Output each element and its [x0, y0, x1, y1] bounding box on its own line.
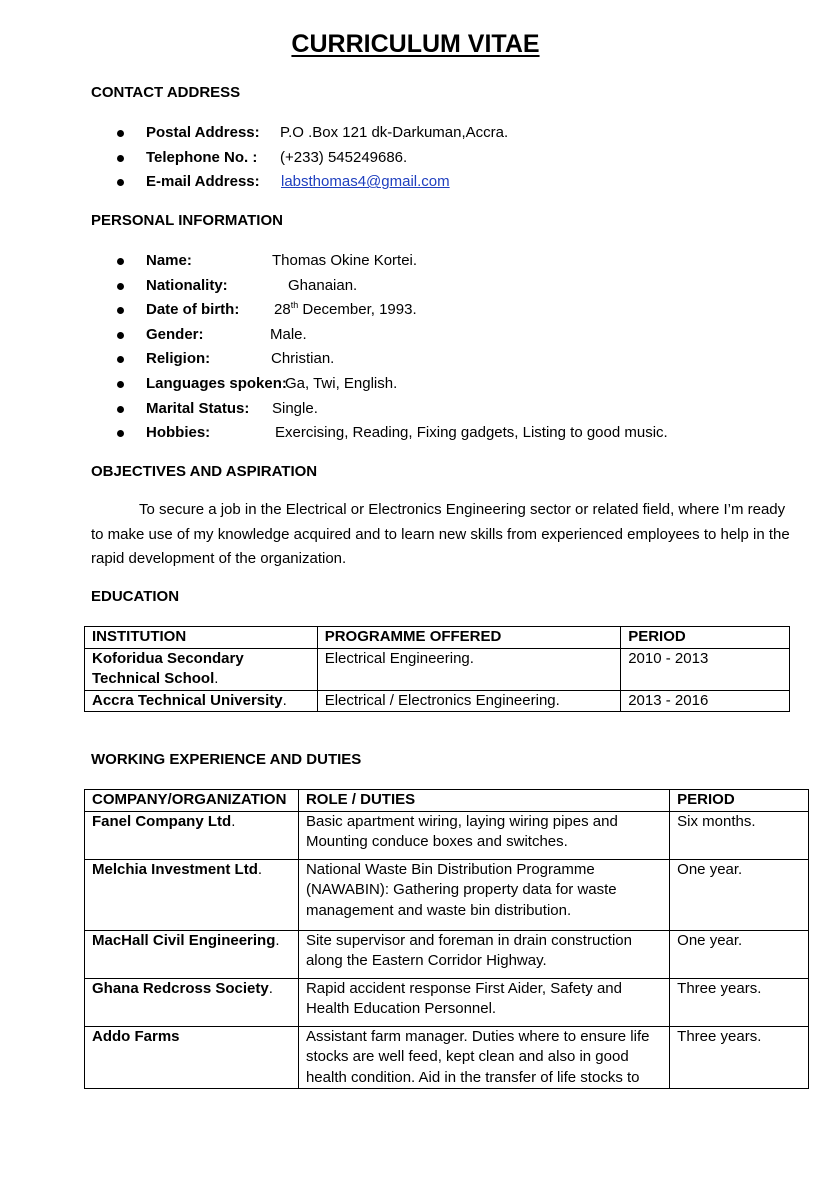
- period-cell: One year.: [670, 859, 809, 930]
- email-label: E-mail Address:: [146, 173, 260, 191]
- bullet-icon: [117, 307, 124, 314]
- table-row: [85, 978, 809, 1026]
- table-row: [85, 811, 809, 859]
- bullet-icon: [117, 130, 124, 137]
- postal-value: P.O .Box 121 dk-Darkuman,Accra.: [280, 124, 509, 141]
- bullet-icon: [117, 356, 124, 363]
- programme-cell: Electrical / Electronics Engineering.: [317, 690, 621, 712]
- marital-value: Single.: [272, 399, 318, 417]
- table-row: [85, 1026, 809, 1089]
- postal-label: Postal Address:: [146, 124, 260, 141]
- telephone-label: Telephone No. :: [146, 148, 258, 166]
- table-row: [85, 690, 790, 712]
- religion-value: Christian.: [271, 350, 335, 368]
- column-header: PROGRAMME OFFERED: [317, 627, 621, 649]
- gender-value: Male.: [270, 325, 307, 343]
- role-cell: Basic apartment wiring, laying wiring pipes and Mounting conduce boxes and switches.: [298, 811, 669, 859]
- personal-heading: PERSONAL INFORMATION: [91, 212, 283, 229]
- education-table: [84, 626, 790, 712]
- bullet-icon: [117, 381, 124, 388]
- company-cell: Melchia Investment Ltd.: [85, 859, 299, 930]
- dob-label: Date of birth:: [146, 301, 240, 319]
- column-header: INSTITUTION: [85, 627, 318, 649]
- religion-label: Religion:: [146, 350, 211, 368]
- name-label: Name:: [146, 252, 192, 269]
- hobbies-value: Exercising, Reading, Fixing gadgets, Listing to good music.: [275, 424, 668, 442]
- column-header: PERIOD: [670, 790, 809, 812]
- languages-value: Ga, Twi, English.: [285, 374, 398, 392]
- objectives-heading: OBJECTIVES AND ASPIRATION: [91, 463, 318, 480]
- bullet-icon: [117, 258, 124, 265]
- table-row: [85, 859, 809, 930]
- experience-table: [84, 789, 809, 1089]
- experience-heading: WORKING EXPERIENCE AND DUTIES: [91, 751, 362, 768]
- email-link[interactable]: labsthomas4@gmail.com: [281, 173, 450, 191]
- period-cell: 2013 - 2016: [621, 690, 790, 712]
- bullet-icon: [117, 430, 124, 437]
- education-heading: EDUCATION: [91, 588, 180, 605]
- telephone-value: (+233) 545249686.: [280, 148, 408, 166]
- period-cell: Six months.: [670, 811, 809, 859]
- bullet-icon: [117, 155, 124, 162]
- objectives-text: To secure a job in the Electrical or Electronics Engineering sector or related field, where I’m ready to make use of my knowledge acquired and to learn new skills from experienced employees to help in the rapid development of the organization.: [91, 501, 790, 567]
- document-title: CURRICULUM VITAE: [291, 30, 540, 58]
- role-cell: Rapid accident response First Aider, Safety and Health Education Personnel.: [298, 978, 669, 1026]
- marital-label: Marital Status:: [146, 399, 250, 417]
- period-cell: Three years.: [670, 978, 809, 1026]
- table-row: [85, 930, 809, 978]
- company-cell: MacHall Civil Engineering.: [85, 930, 299, 978]
- period-cell: 2010 - 2013: [621, 648, 790, 690]
- column-header: ROLE / DUTIES: [298, 790, 669, 812]
- role-cell: Site supervisor and foreman in drain construction along the Eastern Corridor Highway.: [298, 930, 669, 978]
- languages-label: Languages spoken:: [146, 374, 287, 392]
- gender-label: Gender:: [146, 325, 204, 343]
- company-cell: Ghana Redcross Society.: [85, 978, 299, 1026]
- company-cell: Fanel Company Ltd.: [85, 811, 299, 859]
- role-cell: Assistant farm manager. Duties where to ensure life stocks are well feed, kept clean and also in good health condition. Aid in the transfer of life stocks to: [298, 1026, 669, 1089]
- table-header-row: [85, 627, 790, 649]
- nationality-value: Ghanaian.: [288, 276, 358, 294]
- bullet-icon: [117, 332, 124, 339]
- column-header: PERIOD: [621, 627, 790, 649]
- column-header: COMPANY/ORGANIZATION: [85, 790, 299, 812]
- table-header-row: [85, 790, 809, 812]
- institution-cell: Accra Technical University.: [85, 690, 318, 712]
- bullet-icon: [117, 179, 124, 186]
- institution-cell: Koforidua Secondary Technical School.: [85, 648, 318, 690]
- dob-value: 28th December, 1993.: [274, 300, 417, 319]
- programme-cell: Electrical Engineering.: [317, 648, 621, 690]
- bullet-icon: [117, 406, 124, 413]
- bullet-icon: [117, 283, 124, 290]
- table-row: [85, 648, 790, 690]
- period-cell: Three years.: [670, 1026, 809, 1089]
- name-value: Thomas Okine Kortei.: [272, 252, 418, 269]
- company-cell: Addo Farms: [85, 1026, 299, 1089]
- nationality-label: Nationality:: [146, 276, 228, 294]
- contact-heading: CONTACT ADDRESS: [91, 84, 241, 101]
- role-cell: National Waste Bin Distribution Programme (NAWABIN): Gathering property data for waste management and waste bin distribution.: [298, 859, 669, 930]
- hobbies-label: Hobbies:: [146, 424, 211, 442]
- period-cell: One year.: [670, 930, 809, 978]
- objectives-paragraph: [91, 498, 791, 572]
